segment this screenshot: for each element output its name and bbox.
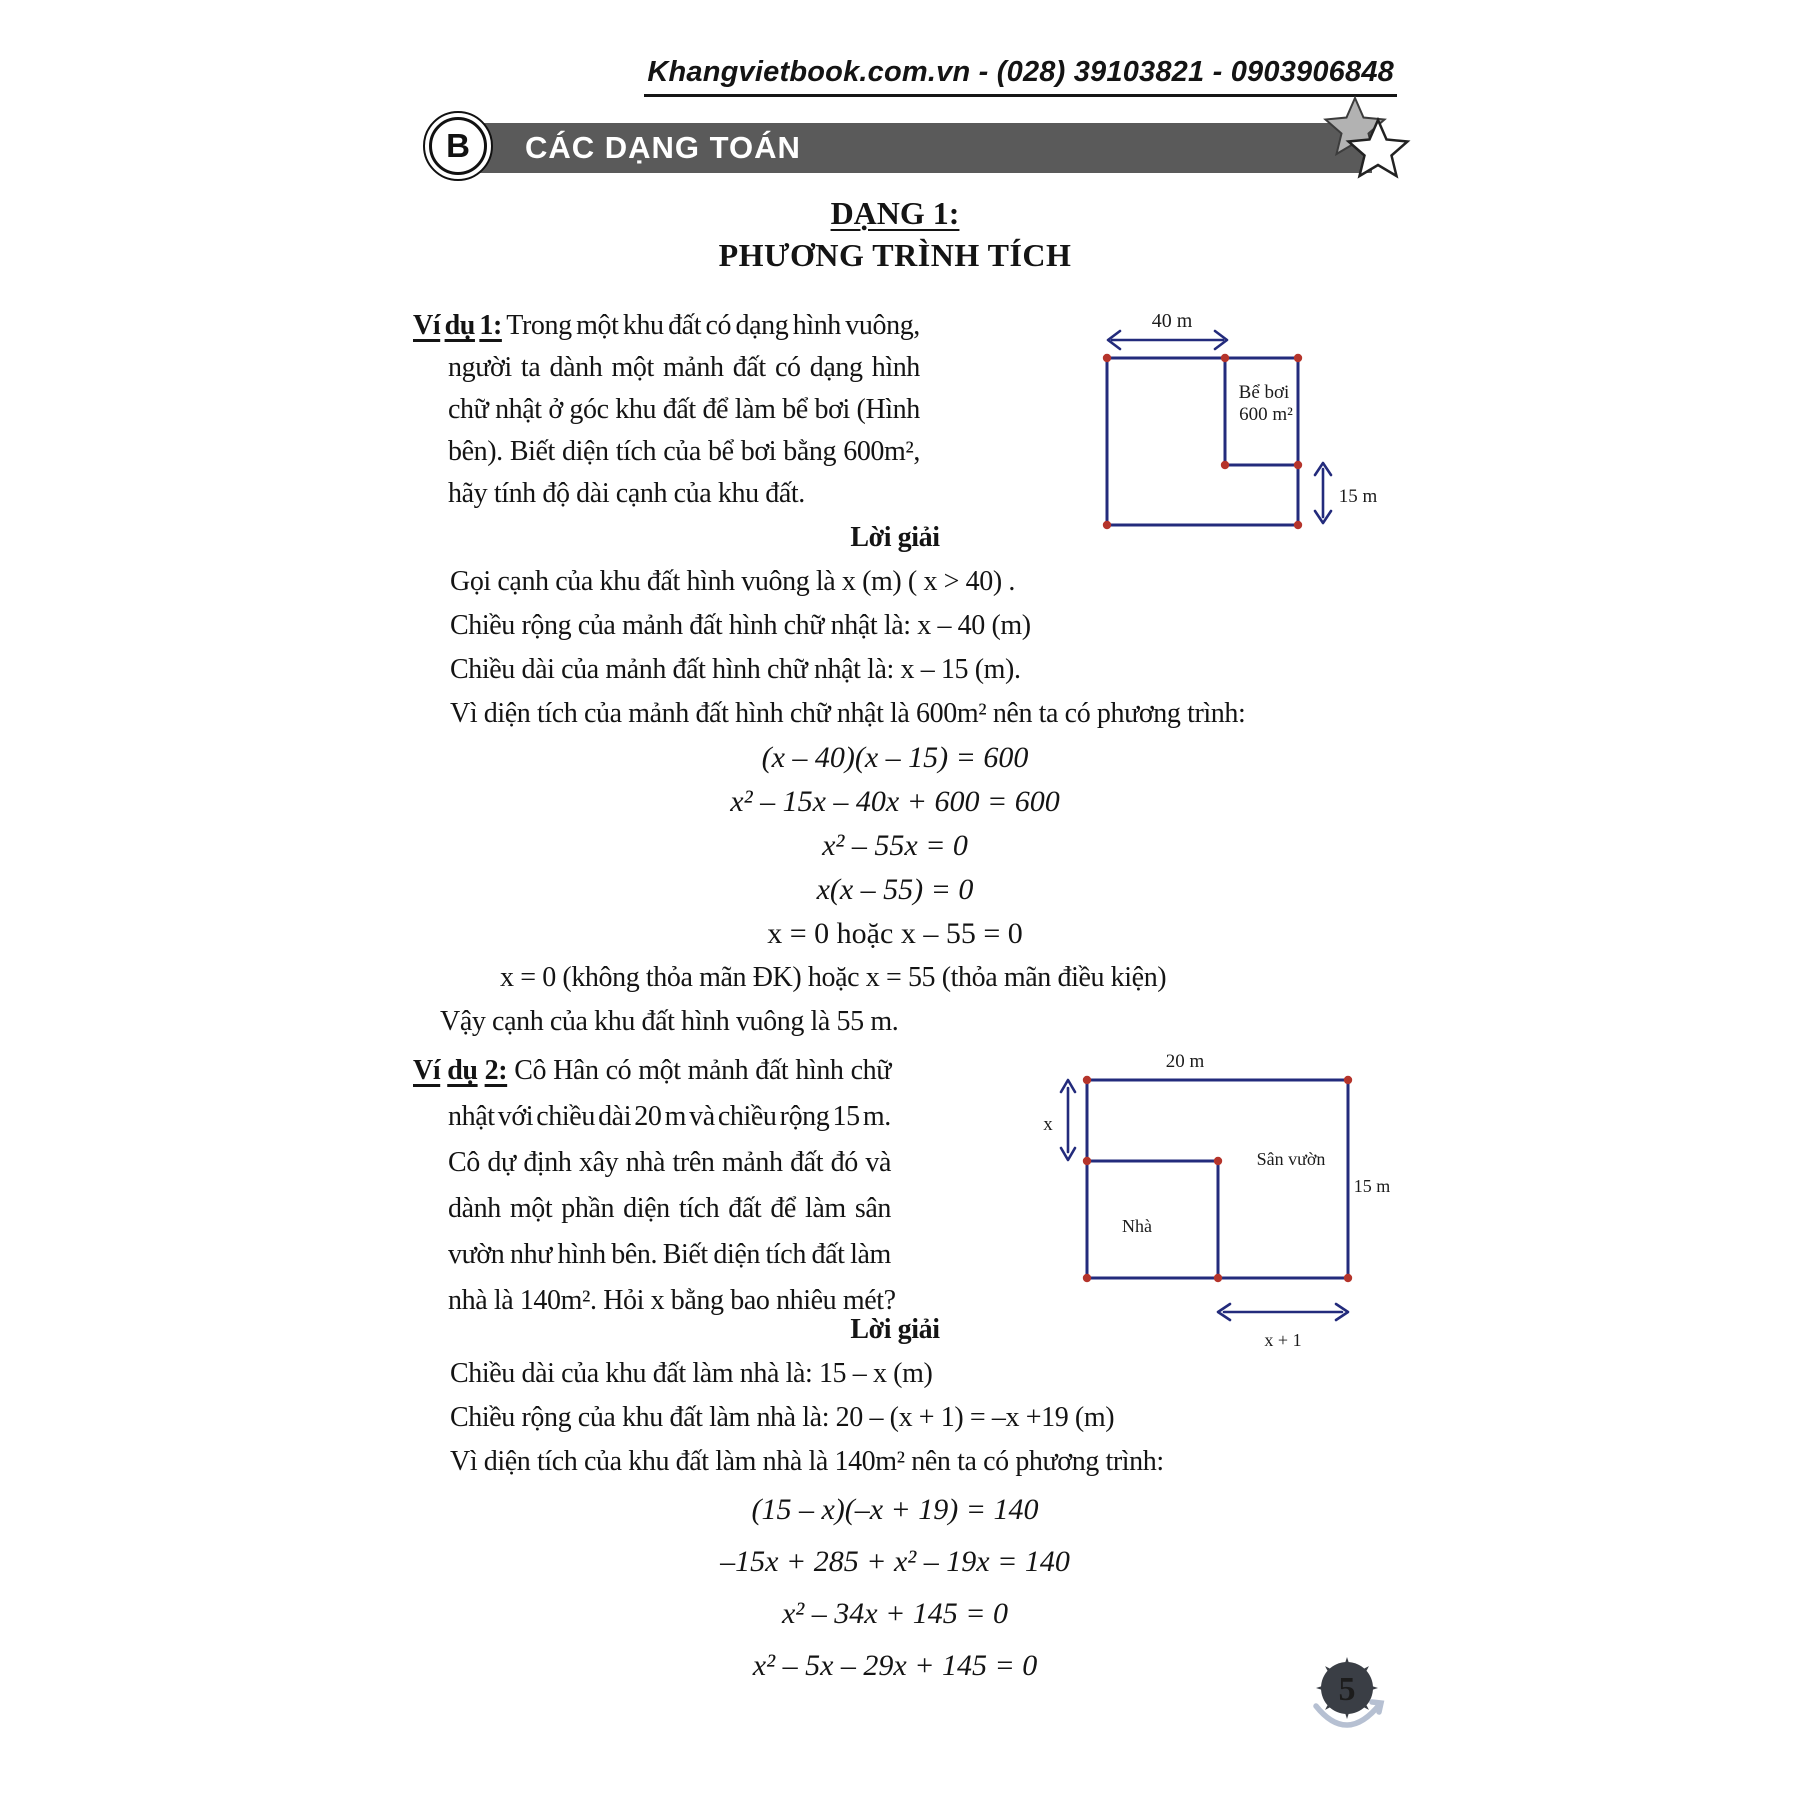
house-outline	[1087, 1161, 1218, 1278]
right-label-15m: 15 m	[1353, 1176, 1391, 1196]
width-arrow	[1108, 331, 1227, 349]
equation-line: x² – 55x = 0	[822, 829, 968, 862]
star-decoration-icon	[1318, 92, 1433, 207]
solution-line: Chiều rộng của mảnh đất hình chữ nhật là: x – 40 (m)	[450, 610, 1031, 641]
solution-conclusion: Vậy cạnh của khu đất hình vuông là 55 m.	[440, 1006, 899, 1037]
example-2-line: nhà là 140m². Hỏi x bằng bao nhiêu mét?	[448, 1285, 896, 1316]
land-pool-diagram	[1040, 295, 1410, 545]
solution-line: Vì diện tích của mảnh đất hình chữ nhật là 600m² nên ta có phương trình:	[450, 698, 1246, 729]
bottom-label-x-plus-1: x + 1	[1264, 1330, 1302, 1350]
example-1-line: chữ nhật ở góc khu đất để làm bể bơi (Hình	[448, 394, 920, 425]
example-2-line: Ví dụ 2: Cô Hân có một mảnh đất hình chữ	[413, 1055, 891, 1086]
x-label: x	[1043, 1114, 1053, 1135]
equation-line: x(x – 55) = 0	[816, 873, 974, 906]
top-label-20m: 20 m	[1165, 1051, 1205, 1072]
page-number: 5	[1338, 1671, 1356, 1708]
example-1-line: hãy tính độ dài cạnh của khu đất.	[448, 478, 805, 509]
pool-label: Bể bơi	[1238, 382, 1290, 403]
example-1-line: Ví dụ 1: Trong một khu đất có dạng hình vuông,	[413, 310, 920, 341]
garden-label: Sân vườn	[1256, 1149, 1326, 1169]
solution-case-line: x = 0 (không thỏa mãn ĐK) hoặc x = 55 (thỏa mãn điều kiện)	[500, 962, 1167, 993]
section-badge	[423, 111, 493, 181]
land-outline	[1087, 1080, 1348, 1278]
example-2-line: vườn như hình bên. Biết diện tích đất làm	[448, 1239, 891, 1270]
equation-line: x = 0 hoặc x – 55 = 0	[767, 917, 1023, 950]
example-1-paragraph	[413, 305, 920, 515]
example-1-line: người ta dành một mảnh đất có dạng hình	[448, 352, 920, 383]
heading-phuong-trinh-tich: PHƯƠNG TRÌNH TÍCH	[718, 237, 1072, 273]
section-banner	[455, 123, 1372, 173]
solution-2	[400, 1308, 1390, 1692]
heading-dang-1: DẠNG 1:	[830, 195, 960, 231]
equation-line: (15 – x)(–x + 19) = 140	[751, 1493, 1039, 1526]
example-1-line: bên). Biết diện tích của bể bơi bằng 600m²,	[448, 436, 920, 467]
header-contact-line: Khangvietbook.com.vn - (028) 39103821 - 0903906848	[644, 56, 1397, 97]
width-label-40m: 40 m	[1151, 310, 1193, 332]
solution-line: Vì diện tích của khu đất làm nhà là 140m² nên ta có phương trình:	[450, 1446, 1164, 1477]
section-badge-letter: B	[429, 117, 487, 175]
solution-line: Chiều dài của mảnh đất hình chữ nhật là: x – 15 (m).	[450, 654, 1021, 685]
pool-area-label: 600 m²	[1239, 404, 1293, 425]
banner-title: CÁC DẠNG TOÁN	[525, 130, 801, 165]
solution-title: Lời giải	[850, 1314, 940, 1345]
example-2-line: dành một phần diện tích đất để làm sân	[448, 1193, 891, 1224]
equation-line: x² – 34x + 145 = 0	[781, 1597, 1009, 1630]
page-number-badge	[1308, 1650, 1398, 1750]
height-label-15m: 15 m	[1338, 486, 1378, 507]
solution-line: Chiều rộng của khu đất làm nhà là: 20 – (x + 1) = –x +19 (m)	[450, 1402, 1115, 1433]
gear-icon	[1316, 1657, 1378, 1719]
house-label: Nhà	[1122, 1216, 1152, 1236]
example-2-line: nhật với chiều dài 20 m và chiều rộng 15 m.	[448, 1101, 891, 1132]
solution-line: Chiều dài của khu đất làm nhà là: 15 – x (m)	[450, 1358, 933, 1389]
solution-title: Lời giải	[850, 522, 940, 553]
example-2-line: Cô dự định xây nhà trên mảnh đất đó và	[448, 1147, 891, 1178]
height-arrow	[1315, 463, 1331, 523]
equation-line: x² – 5x – 29x + 145 = 0	[752, 1649, 1038, 1682]
equation-line: (x – 40)(x – 15) = 600	[761, 741, 1029, 774]
equation-line: x² – 15x – 40x + 600 = 600	[730, 785, 1060, 818]
solution-1	[400, 516, 1390, 1044]
x-arrow	[1061, 1080, 1075, 1160]
equation-line: –15x + 285 + x² – 19x = 140	[720, 1545, 1070, 1578]
example-2-paragraph	[413, 1048, 896, 1324]
solution-line: Gọi cạnh của khu đất hình vuông là x (m) ( x > 40) .	[450, 566, 1015, 597]
corner-dots	[1103, 354, 1302, 529]
